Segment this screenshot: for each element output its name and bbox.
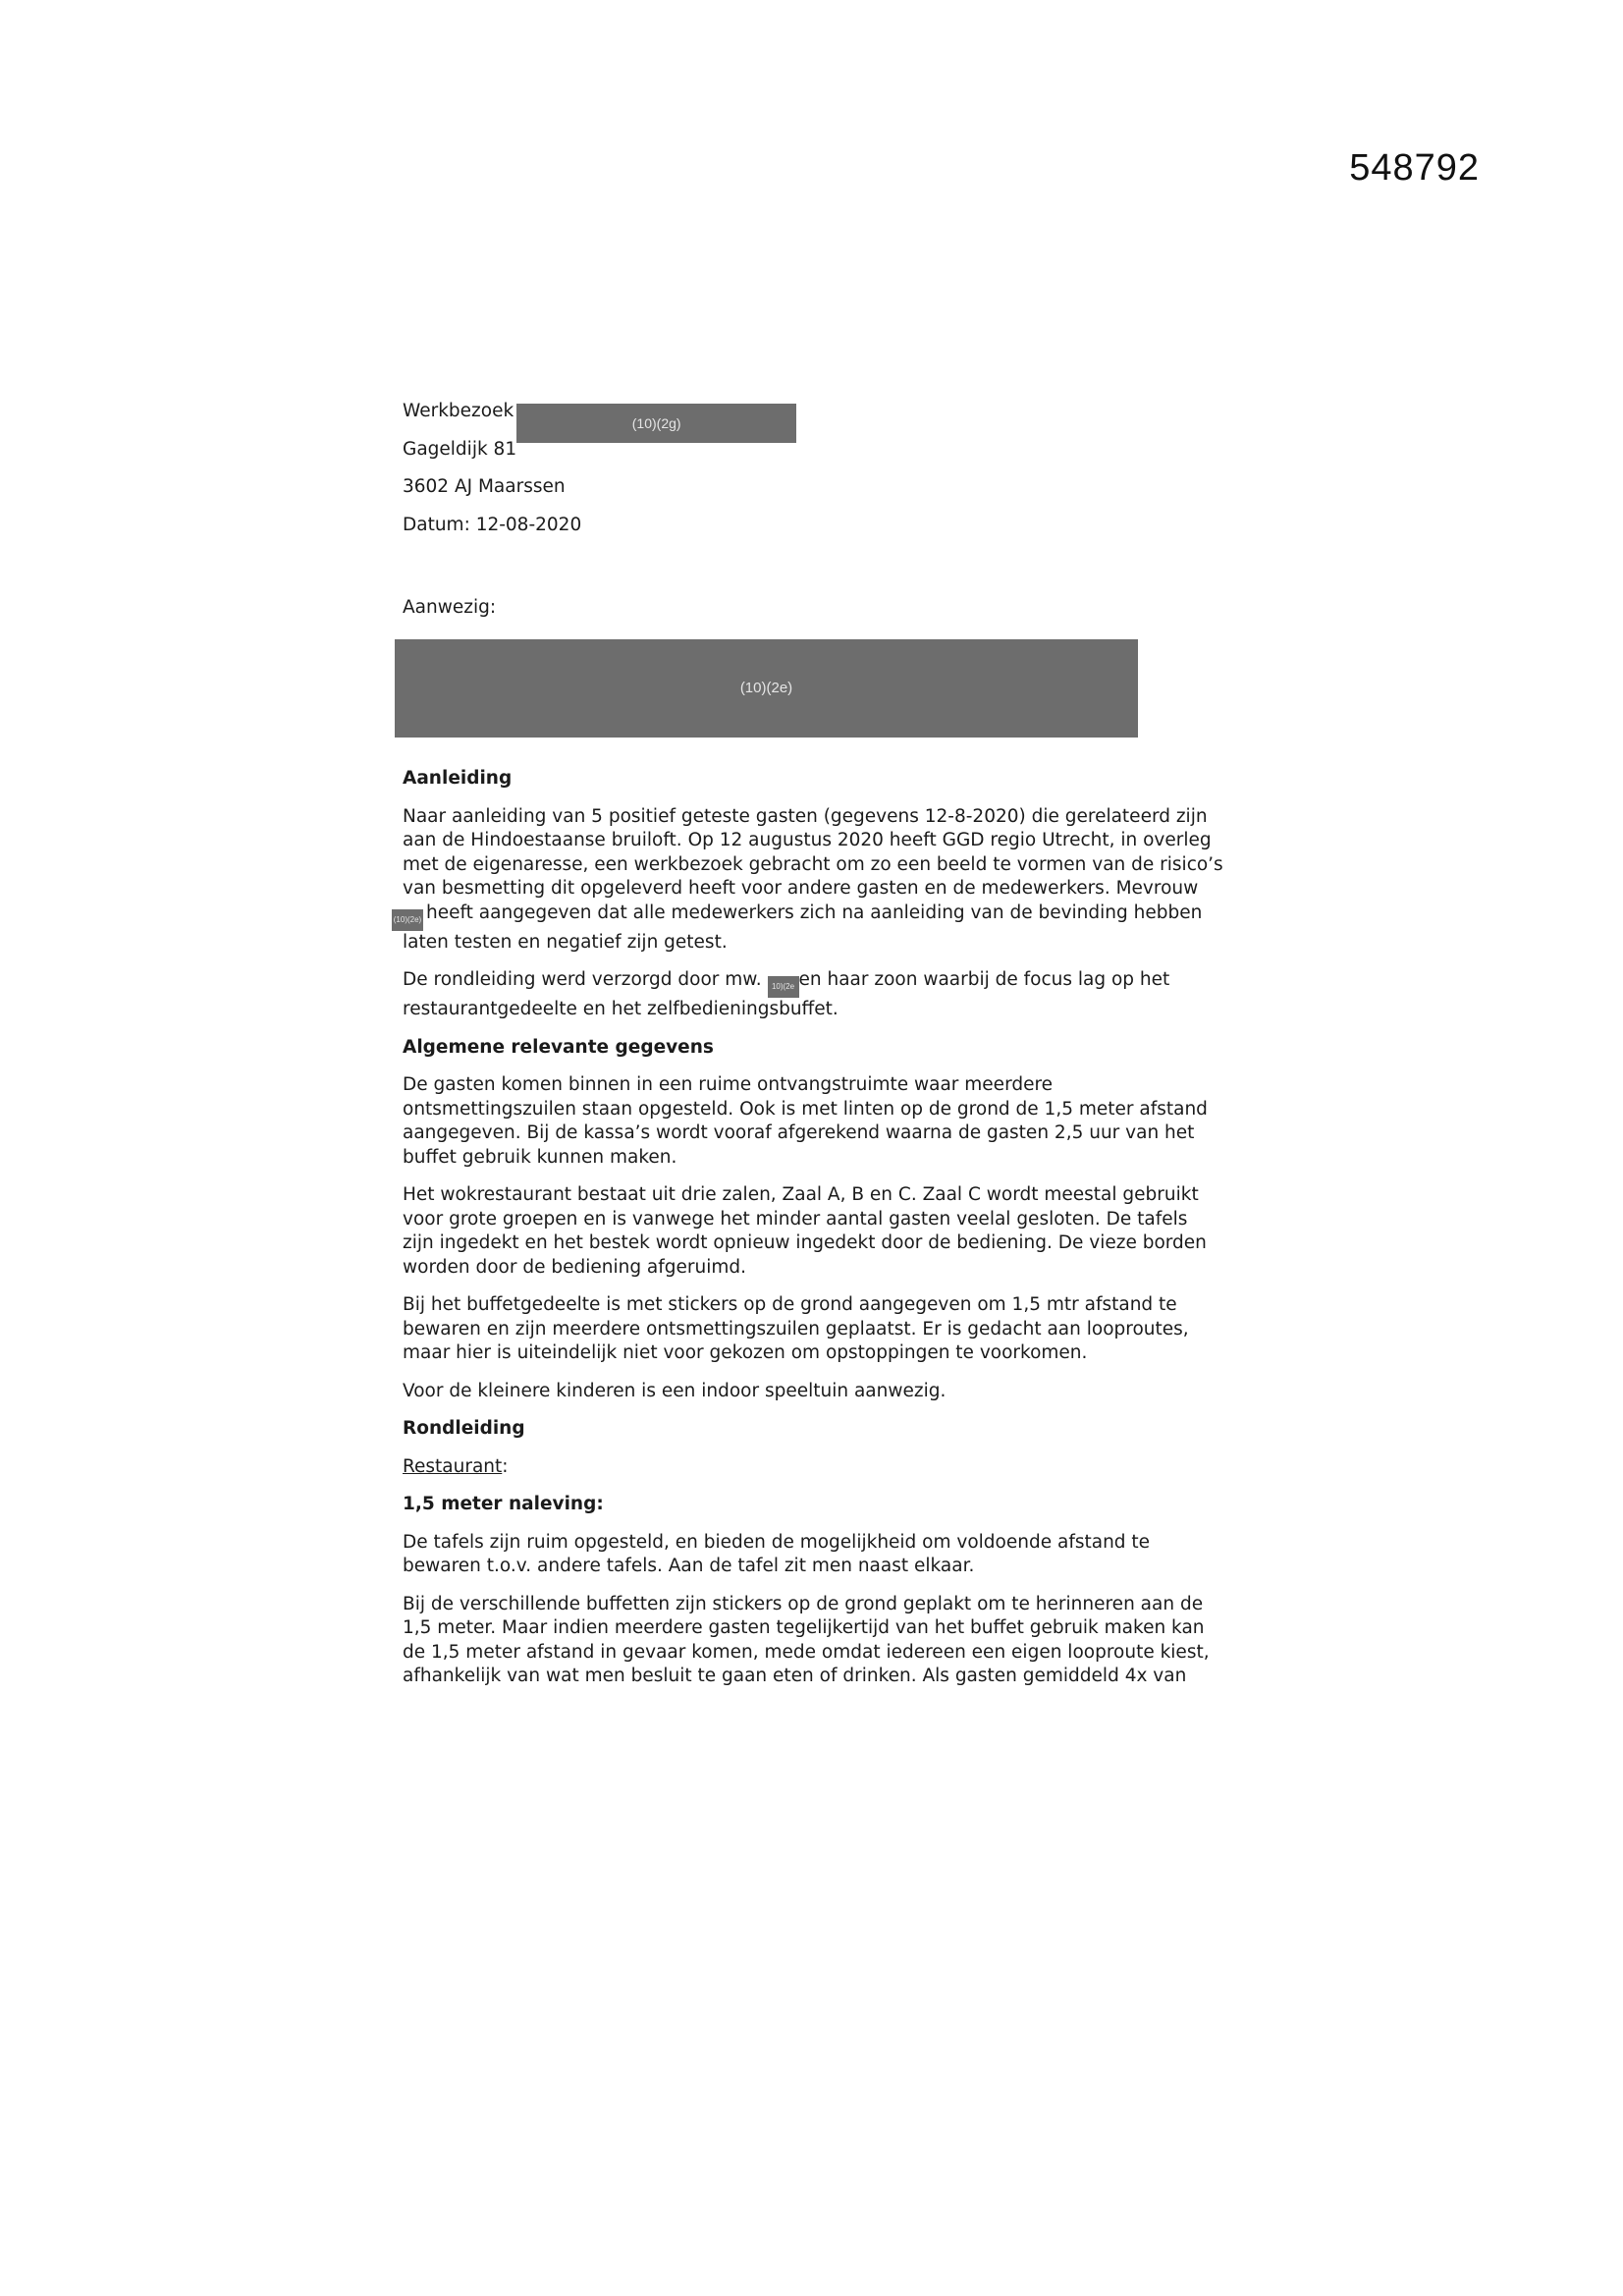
paragraph-algemeen-2 xyxy=(403,1183,1237,1280)
text-line: worden door de bediening afgeruimd. xyxy=(403,1256,747,1278)
paragraph-rondleiding-1 xyxy=(403,1531,1237,1579)
paragraph-algemeen-3 xyxy=(403,1293,1237,1366)
text-line: van besmetting dit opgeleverd heeft voor andere gasten en de medewerkers. Mevrouw xyxy=(403,878,1199,899)
text-line: voor grote groepen en is vanwege het minder aantal gasten veelal gesloten. De tafels xyxy=(403,1208,1188,1230)
subheading-colon: : xyxy=(502,1455,509,1477)
heading-aanleiding: Aanleiding xyxy=(403,768,513,789)
redaction-name: (10)(2g) xyxy=(516,404,796,443)
text-line: afhankelijk van wat men besluit te gaan eten of drinken. Als gasten gemiddeld 4x van xyxy=(403,1666,1187,1686)
subheading-restaurant: Restaurant xyxy=(403,1455,503,1477)
redaction-attendees: (10)(2e) xyxy=(395,639,1138,738)
text-line: bewaren t.o.v. andere tafels. Aan de tafel zit men naast elkaar. xyxy=(403,1556,975,1576)
text-line: ontsmettingszuilen staan opgesteld. Ook is met linten op de grond de 1,5 meter afstand xyxy=(403,1098,1208,1120)
text-line: met de eigenaresse, een werkbezoek gebracht om zo een beeld te vormen van de risico’s xyxy=(403,853,1223,875)
text-line: aan de Hindoestaanse bruiloft. Op 12 augustus 2020 heeft GGD regio Utrecht, in overleg xyxy=(403,830,1212,850)
text-line: buffet gebruik kunnen maken. xyxy=(403,1146,677,1168)
paragraph-algemeen-4: Voor de kleinere kinderen is een indoor speeltuin aanwezig. xyxy=(403,1380,947,1401)
document-number: 548792 xyxy=(1349,147,1480,189)
text-line: bewaren en zijn meerdere ontsmettingszuilen geplaatst. Er is gedacht aan looproutes, xyxy=(403,1318,1189,1339)
text-line: Naar aanleiding van 5 positief geteste gasten (gegevens 12-8-2020) die gerelateerd zijn xyxy=(403,805,1208,827)
text-line: heeft aangegeven dat alle medewerkers zich na aanleiding van de bevinding hebben xyxy=(426,902,1203,923)
paragraph-aanleiding-1 xyxy=(393,805,1237,956)
text-line: 1,5 meter. Maar indien meerdere gasten tegelijkertijd van het buffet gebruik maken kan xyxy=(403,1617,1205,1638)
paragraph-aanleiding-2 xyxy=(403,968,1237,1022)
address-postal-city: 3602 AJ Maarssen xyxy=(403,476,566,497)
heading-naleving: 1,5 meter naleving: xyxy=(403,1494,604,1514)
address-street: Gageldijk 81 xyxy=(403,438,517,460)
text-line: restaurantgedeelte en het zelfbedieningsbuffet. xyxy=(403,999,839,1019)
text-line: de 1,5 meter afstand in gevaar komen, mede omdat iedereen een eigen looproute kiest, xyxy=(403,1641,1210,1663)
heading-algemeen: Algemene relevante gegevens xyxy=(403,1036,714,1058)
text-line: Bij het buffetgedeelte is met stickers op de grond aangegeven om 1,5 mtr afstand te xyxy=(403,1294,1177,1315)
text-line: zijn ingedekt en het bestek wordt opnieuw ingedekt door de bediening. De vieze borden xyxy=(403,1232,1207,1253)
paragraph-rondleiding-2 xyxy=(403,1593,1237,1689)
aanwezig-label: Aanwezig: xyxy=(403,597,497,618)
redaction-inline-mw: 10)(2e xyxy=(768,976,799,998)
text-fragment: en haar zoon waarbij de focus lag op het xyxy=(798,969,1170,990)
text-fragment: De rondleiding werd verzorgd door mw. xyxy=(403,969,768,990)
document-body xyxy=(393,393,1237,1689)
text-line: aangegeven. Bij de kassa’s wordt vooraf afgerekend waarna de gasten 2,5 uur van het xyxy=(403,1122,1195,1143)
text-line: Het wokrestaurant bestaat uit drie zalen, Zaal A, B en C. Zaal C wordt meestal gebruikt xyxy=(403,1184,1199,1205)
text-line: De gasten komen binnen in een ruime ontvangstruimte waar meerdere xyxy=(403,1074,1054,1095)
subheading-restaurant-line xyxy=(403,1455,1237,1480)
text-line: maar hier is uiteindelijk niet voor gekozen om opstoppingen te voorkomen. xyxy=(403,1342,1088,1363)
text-line: Bij de verschillende buffetten zijn stickers op de grond geplakt om te herinneren aan de xyxy=(403,1593,1204,1614)
text-line: De tafels zijn ruim opgesteld, en bieden de mogelijkheid om voldoende afstand te xyxy=(403,1531,1151,1553)
visit-line xyxy=(403,393,1237,431)
text-line: laten testen en negatief zijn getest. xyxy=(403,931,728,953)
paragraph-algemeen-1 xyxy=(403,1073,1237,1170)
heading-rondleiding: Rondleiding xyxy=(403,1418,525,1439)
werkbezoek-label: Werkbezoek xyxy=(403,401,514,421)
visit-date: Datum: 12-08-2020 xyxy=(403,514,582,535)
redaction-inline-mevrouw: (10)(2e) xyxy=(392,909,423,931)
